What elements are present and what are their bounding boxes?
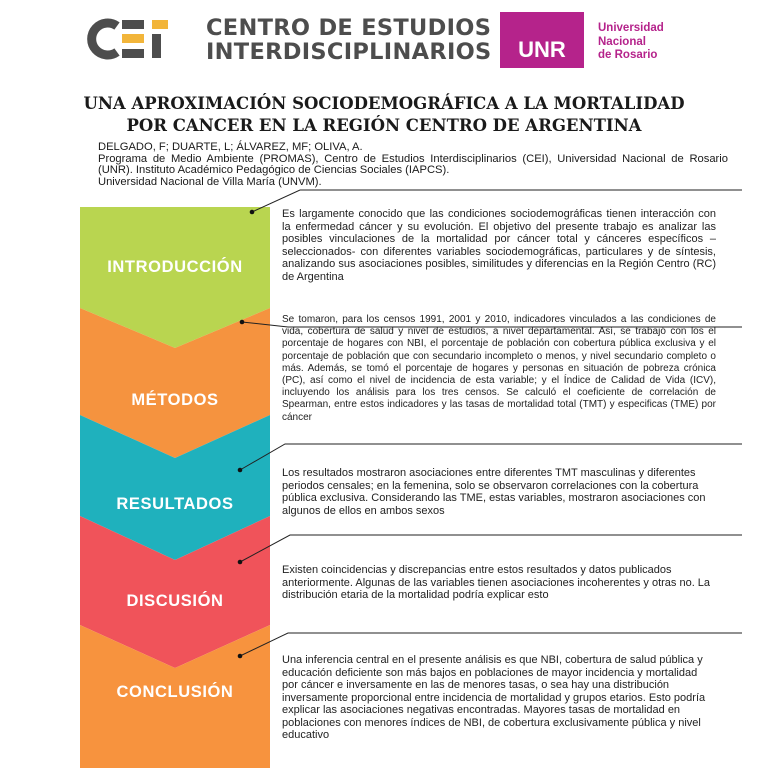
unr-name-line2: Nacional bbox=[598, 35, 646, 48]
text-introduccion: Es largamente conocido que las condiciones sociodemográficas tienen interacción con la enfermedad cáncer y su evolución. El objetivo del presente trabajo es analizar las posibles vinculaciones de la mortalidad por cáncer total y cánceres específicos – seleccionados- con diferentes variables sociodemográficas, particulares y de síntesis, analizando sus asociaciones posibles, similitudes y diferencias en la Región Centro (RC) de Argentina bbox=[282, 208, 716, 283]
unr-abbr: UNR bbox=[518, 37, 566, 62]
author-affiliation-2: Universidad Nacional de Villa María (UNVM). bbox=[98, 175, 322, 188]
text-metodos: Se tomaron, para los censos 1991, 2001 y 2010, indicadores vinculados a las condiciones de vida, cobertura de salud y nivel de estudios, a nivel departamental. Así, se trabajó con los el porcentaje de hogares con NBI, el porcentaje de población con cobertura pública exclusiva y el porcentaje de población que con secundario incompleto o menos, y nivel secundario completo o más. Además, se tomó el porcentaje de hogares y personas en situación de pobreza crónica (PC), así como el nivel de incidencia de esta variable; y el Índice de Calidad de Vida (ICV), incluyendo los análisis para los tres censos. Se calculó el coeficiente de correlación de Spearman, entre estos indicadores y las tasas de mortalidad total (TMT) y especificas (TME) por cáncer bbox=[282, 314, 716, 423]
author-names: DELGADO, F; DUARTE, L; ÁLVAREZ, MF; OLIVA, A. bbox=[98, 141, 363, 153]
label-metodos: MÉTODOS bbox=[131, 391, 219, 409]
unr-name-line3: de Rosario bbox=[598, 49, 658, 61]
title-line2: POR CANCER EN LA REGIÓN CENTRO DE ARGENTINA bbox=[126, 116, 642, 135]
text-conclusion: Una inferencia central en el presente análisis es que NBI, cobertura de salud pública y educación deficiente son más bajos en poblaciones de mayor incidencia y mortalidad por cáncer e inversamente en las de menores tasas, o sea hay una distribución inversamente proporcional entre incidencia de mortalidad y grupos etarios. Esto podría explicar las asociaciones negativas encontradas. Mayores tasas de mortalidad en poblaciones con menores índices de NBI, de cobertura exclusivamente pública y nivel educativo bbox=[282, 654, 706, 741]
label-discusion: DISCUSIÓN bbox=[126, 592, 224, 610]
unr-name-line1: Universidad bbox=[598, 22, 664, 34]
cei-name-line1: CENTRO DE ESTUDIOS bbox=[206, 15, 492, 41]
label-conclusion: CONCLUSIÓN bbox=[116, 683, 234, 701]
title-line1: UNA APROXIMACIÓN SOCIODEMOGRÁFICA A LA MORTALIDAD bbox=[83, 94, 685, 113]
text-discusion: Existen coincidencias y discrepancias entre estos resultados y datos publicados anteriormente. Algunas de las variables tienen asociaciones incoherentes y otras no. La distribución etaria de la mortalidad podría explicar esto bbox=[282, 564, 711, 601]
label-resultados: RESULTADOS bbox=[116, 495, 234, 513]
label-introduccion: INTRODUCCIÓN bbox=[107, 258, 243, 276]
author-affiliation: Programa de Medio Ambiente (PROMAS), Centro de Estudios Interdisciplinarios (CEI), Universidad Nacional de Rosario (UNR). Instituto Académico Pedagógico de Ciencias Sociales (IAPCS). bbox=[98, 152, 728, 176]
cei-name-line2: INTERDISCIPLINARIOS bbox=[206, 39, 492, 65]
text-resultados: Los resultados mostraron asociaciones entre diferentes TMT masculinas y diferentes periodos censales; en la femenina, solo se observaron correlaciones con la cobertura pública exclusiva. Considerando las TME, estas variables, mostraron asociaciones con algunos de ellos en ambos sexos bbox=[282, 467, 706, 517]
